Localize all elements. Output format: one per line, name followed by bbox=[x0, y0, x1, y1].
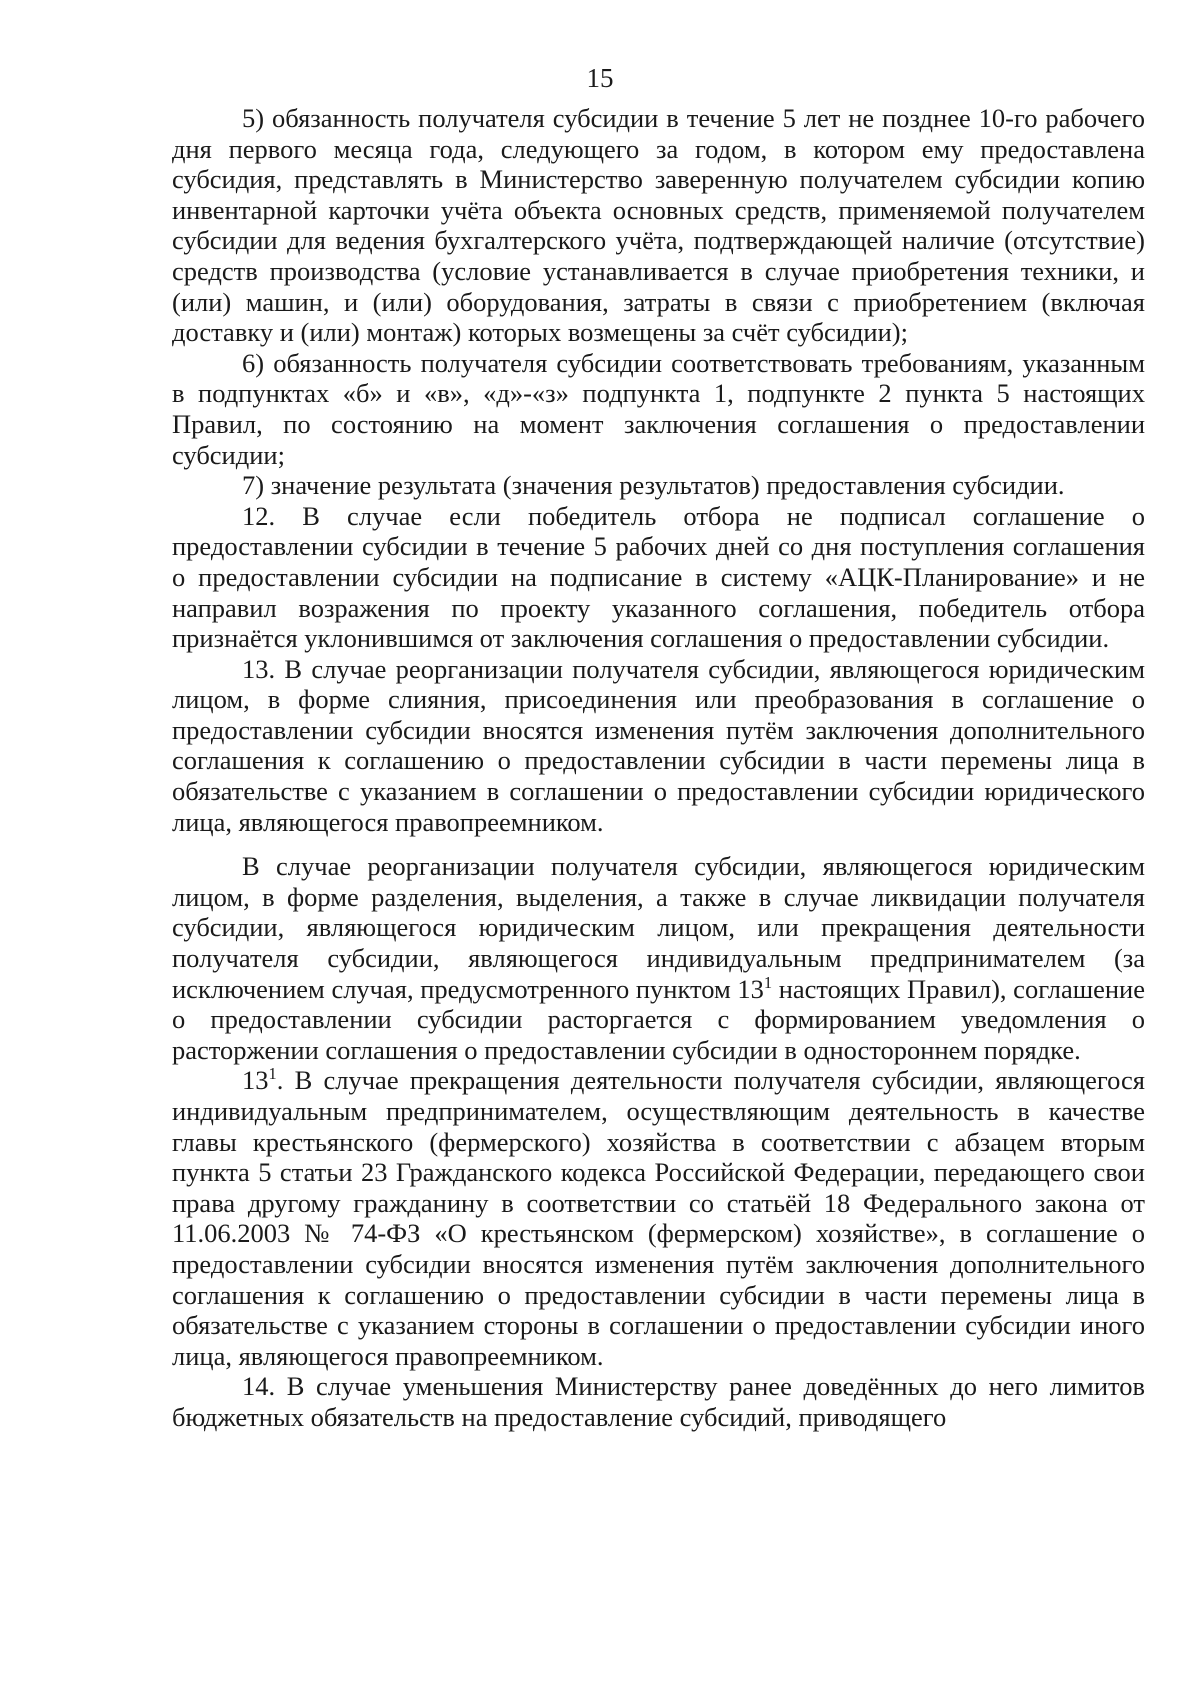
paragraph-clause-13-second bbox=[172, 851, 1145, 1065]
paragraph-text: В случае реорганизации получателя субсидии, являющегося юридическим лицом, в форме разделения, выделения, а также в случае ликвидации получателя субсидии, являющегося юридическим лицом, или прекращения деятельности получателя субсидии, являющегося индивидуальным предпринимателем (за исключением случая, предусмотренного пунктом 13 bbox=[172, 851, 1145, 1004]
superscript: 1 bbox=[763, 972, 773, 992]
paragraph-clause-13: 13. В случае реорганизации получателя субсидии, являющегося юридическим лицом, в форме слияния, присоединения или преобразования в соглашение о предоставлении субсидии вносятся изменения путём заключения дополнительного соглашения к соглашению о предоставлении субсидии в части перемены лица в обязательстве с указанием в соглашении о предоставлении субсидии юридического лица, являющегося правопреемником. bbox=[172, 653, 1145, 837]
document-body bbox=[172, 103, 1145, 1433]
paragraph-text: настоящих Правил), соглашение о предоставлении субсидии расторгается с формированием уведомления о расторжении соглашения о предоставлении субсидии в одностороннем порядке. bbox=[172, 973, 1145, 1065]
paragraph-clause-14: 14. В случае уменьшения Министерству ранее доведённых до него лимитов бюджетных обязательств на предоставление субсидий, приводящего bbox=[172, 1371, 1145, 1432]
page-number: 15 bbox=[586, 63, 614, 93]
paragraph-text: . В случае прекращения деятельности получателя субсидии, являющегося индивидуальным предпринимателем, осуществляющим деятельность в качестве главы крестьянского (фермерского) хозяйства в соответствии с абзацем вторым пункта 5 статьи 23 Гражданского кодекса Российской Федерации, передающего свои права другому гражданину в соответствии со статьёй 18 Федерального закона от 11.06.2003 № 74-ФЗ «О крестьянском (фермерском) хозяйстве», в соглашение о предоставлении субсидии вносятся изменения путём заключения дополнительного соглашения к соглашению о предоставлении субсидии в части перемены лица в обязательстве с указанием стороны в соглашении о предоставлении субсидии иного лица, являющегося правопреемником. bbox=[172, 1065, 1145, 1371]
superscript: 1 bbox=[268, 1064, 277, 1084]
clause-number: 13 bbox=[242, 1065, 269, 1096]
paragraph-item-6: 6) обязанность получателя субсидии соответствовать требованиям, указанным в подпунктах «б» и «в», «д»-«з» подпункта 1, подпункте 2 пункта 5 настоящих Правил, по состоянию на момент заключения соглашения о предоставлении субсидии; bbox=[172, 347, 1145, 470]
paragraph-item-7: 7) значение результата (значения результатов) предоставления субсидии. bbox=[242, 470, 1065, 501]
paragraph-clause-13-1 bbox=[172, 1065, 1145, 1371]
paragraph-clause-12: 12. В случае если победитель отбора не подписал соглашение о предоставлении субсидии в течение 5 рабочих дней со дня поступления соглашения о предоставлении субсидии на подписание в систему «АЦК-Планирование» и не направил возражения по проекту указанного соглашения, победитель отбора признаётся уклонившимся от заключения соглашения о предоставлении субсидии. bbox=[172, 500, 1145, 654]
paragraph-item-5: 5) обязанность получателя субсидии в течение 5 лет не позднее 10-го рабочего дня первого месяца года, следующего за годом, в котором ему предоставлена субсидия, представлять в Министерство заверенную получателем субсидии копию инвентарной карточки учёта объекта основных средств, применяемой получателем субсидии для ведения бухгалтерского учёта, подтверждающей наличие (отсутствие) средств производства (условие устанавливается в случае приобретения техники, и (или) машин, и (или) оборудования, затраты в связи с приобретением (включая доставку и (или) монтаж) которых возмещены за счёт субсидии); bbox=[172, 103, 1145, 348]
